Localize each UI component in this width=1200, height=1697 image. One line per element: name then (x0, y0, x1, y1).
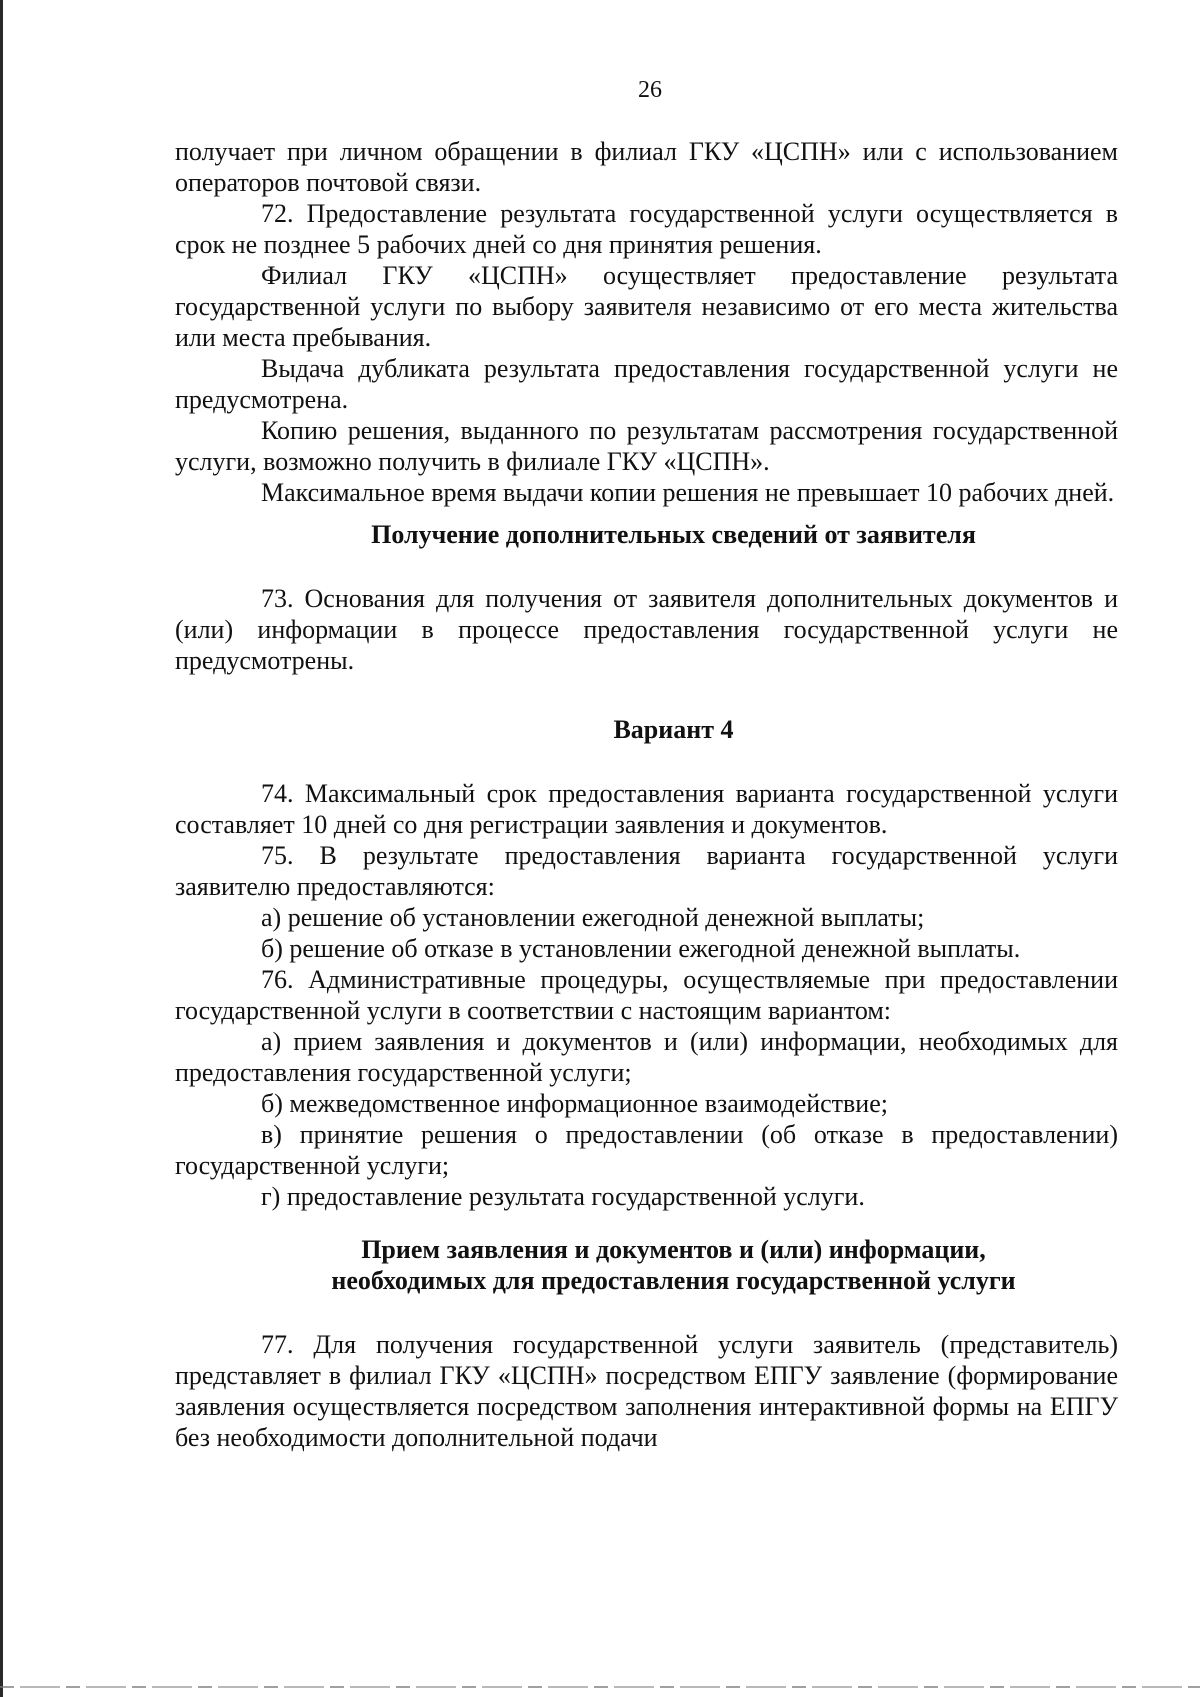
block-spacer (175, 1212, 1118, 1234)
scan-edge-left (0, 0, 3, 1697)
paragraph: в) принятие решения о предоставлении (об отказе в предоставлении) государственной услуги; (175, 1120, 1118, 1180)
paragraph: Максимальное время выдачи копии решения не превышает 10 рабочих дней. (261, 478, 1115, 507)
page-number: 26 (638, 77, 662, 103)
section-heading: Прием заявления и документов и (или) информации, (361, 1235, 986, 1264)
paragraph: а) прием заявления и документов и (или) информации, необходимых для предоставления государственной услуги; (175, 1027, 1118, 1087)
paragraph: б) межведомственное информационное взаимодействие; (261, 1089, 888, 1118)
paragraph: Филиал ГКУ «ЦСПН» осуществляет предоставление результата государственной услуги по выбору заявителя независимо от его места жительства или места пребывания. (175, 261, 1118, 352)
block-spacer (175, 1296, 1118, 1329)
paragraph: г) предоставление результата государственной услуги. (261, 1182, 865, 1211)
paragraph: Выдача дубликата результата предоставления государственной услуги не предусмотрена. (175, 354, 1118, 414)
paragraph: 75. В результате предоставления варианта государственной услуги заявителю предоставляются: (175, 841, 1118, 901)
section-heading: Вариант 4 (613, 715, 734, 744)
section-heading: необходимых для предоставления государственной услуги (331, 1266, 1016, 1295)
paragraph: 72. Предоставление результата государственной услуги осуществляется в срок не позднее 5 рабочих дней со дня принятия решения. (175, 199, 1118, 259)
block-spacer (175, 550, 1118, 583)
paragraph: получает при личном обращении в филиал ГКУ «ЦСПН» или с использованием операторов почтовой связи. (175, 137, 1118, 197)
paragraph: Копию решения, выданного по результатам рассмотрения государственной услуги, возможно получить в филиале ГКУ «ЦСПН». (175, 416, 1118, 476)
paragraph: а) решение об установлении ежегодной денежной выплаты; (261, 903, 925, 932)
paragraph: 76. Административные процедуры, осуществляемые при предоставлении государственной услуги в соответствии с настоящим вариантом: (175, 965, 1118, 1025)
block-spacer (175, 508, 1118, 519)
paragraph: 73. Основания для получения от заявителя дополнительных документов и (или) информации в процессе предоставления государственной услуги не предусмотрены. (175, 584, 1118, 675)
document-body (175, 136, 1118, 1453)
block-spacer (175, 676, 1118, 714)
paragraph: 74. Максимальный срок предоставления варианта государственной услуги составляет 10 дней со дня регистрации заявления и документов. (175, 779, 1118, 839)
block-spacer (175, 745, 1118, 778)
section-heading: Получение дополнительных сведений от заявителя (371, 520, 976, 549)
scan-edge-bottom (0, 1686, 1200, 1688)
paragraph: 77. Для получения государственной услуги заявитель (представитель) представляет в филиал ГКУ «ЦСПН» посредством ЕПГУ заявление (формирование заявления осуществляется посредством заполнения интерактивной формы на ЕПГУ без необходимости дополнительной подачи (175, 1330, 1118, 1452)
paragraph: б) решение об отказе в установлении ежегодной денежной выплаты. (261, 934, 1021, 963)
